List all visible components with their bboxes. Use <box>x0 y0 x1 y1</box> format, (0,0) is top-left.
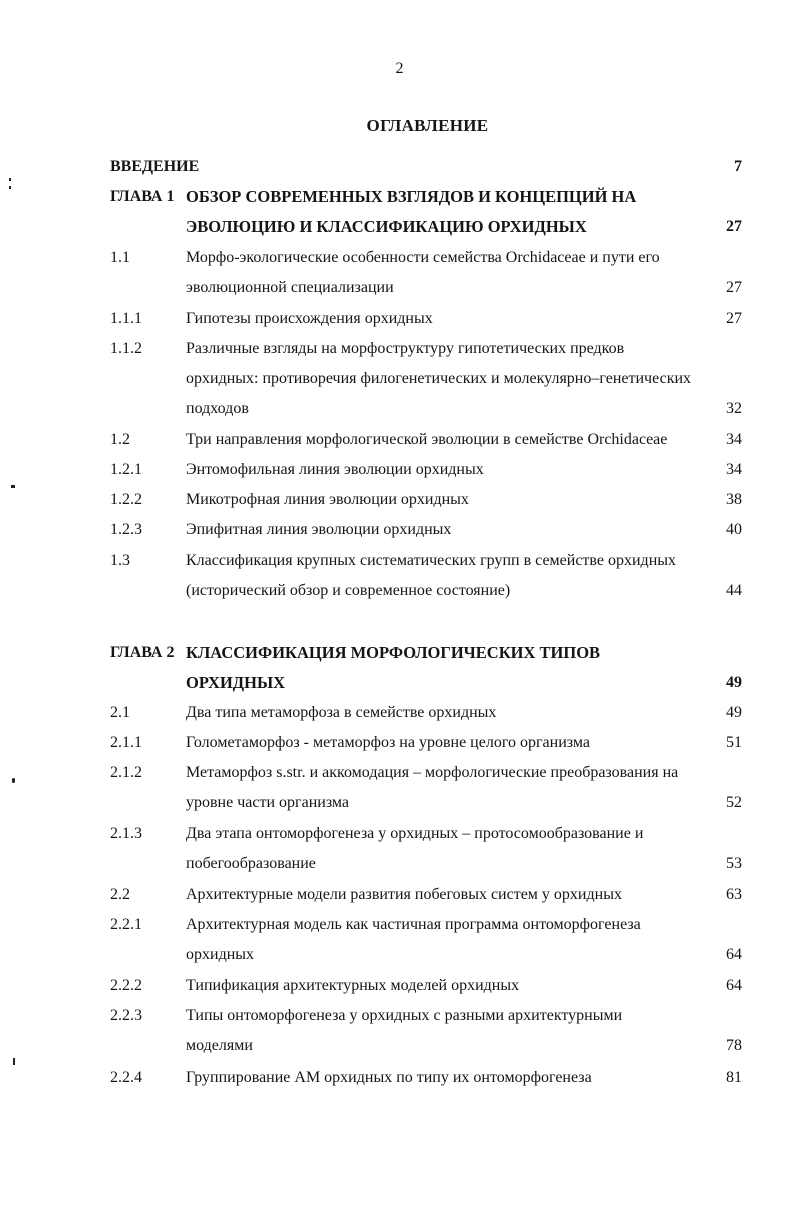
chapter-2-label: ГЛАВА 2 <box>110 644 175 661</box>
toc-entry <box>110 728 799 758</box>
entry-number: 1.1 <box>110 249 130 266</box>
entry-page: 49 <box>726 704 742 721</box>
entry-number: 1.1.1 <box>110 310 142 327</box>
scan-speck <box>13 1058 15 1065</box>
toc-entry <box>110 455 799 485</box>
entry-title: Энтомофильная линия эволюции орхидных <box>186 461 484 478</box>
entry-page: 27 <box>726 310 742 327</box>
entry-title: Эпифитная линия эволюции орхидных <box>186 521 452 538</box>
entry-page: 34 <box>726 461 742 478</box>
entry-title: Классификация крупных систематических групп в семействе орхидных (исторический обзор и современное состояние) <box>186 552 676 600</box>
entry-title: Микотрофная линия эволюции орхидных <box>186 491 469 508</box>
chapter-1-label: ГЛАВА 1 <box>110 188 175 205</box>
toc-entry <box>110 698 799 728</box>
entry-page: 51 <box>726 734 742 751</box>
entry-page: 53 <box>726 855 742 872</box>
page-number: 2 <box>395 60 404 77</box>
entry-number: 1.2.3 <box>110 521 142 538</box>
entry-number: 2.1.3 <box>110 825 142 842</box>
entry-page: 34 <box>726 431 742 448</box>
entry-page: 63 <box>726 886 742 903</box>
toc-entry <box>110 819 799 873</box>
entry-title: Гипотезы происхождения орхидных <box>186 310 433 327</box>
toc-entry <box>110 880 799 910</box>
scan-speck <box>9 186 11 189</box>
toc-entry <box>110 910 799 964</box>
intro-label: ВВЕДЕНИЕ <box>110 158 200 175</box>
toc-chapter-1 <box>110 182 799 237</box>
entry-number: 2.2 <box>110 886 130 903</box>
toc-entry <box>110 334 799 418</box>
toc-entry <box>110 1001 799 1055</box>
entry-page: 81 <box>726 1069 742 1086</box>
entry-page: 40 <box>726 521 742 538</box>
entry-title: Различные взгляды на морфоструктуру гипотетических предков орхидных: противоречия филогенетических и молекулярно–генетических подходов <box>186 340 692 418</box>
intro-page: 7 <box>734 158 742 175</box>
toc-entry <box>110 304 799 334</box>
toc-entry <box>110 515 799 545</box>
toc-entry <box>110 243 799 297</box>
toc-chapter-2 <box>110 638 799 693</box>
entry-title: Три направления морфологической эволюции в семействе Orchidaceae <box>186 431 668 448</box>
entry-page: 78 <box>726 1037 742 1054</box>
entry-title: Два типа метаморфоза в семействе орхидных <box>186 704 497 721</box>
toc-title: ОГЛАВЛЕНИЕ <box>366 116 489 135</box>
toc-entry <box>110 485 799 515</box>
toc-entry-introduction <box>110 152 742 182</box>
entry-number: 2.2.2 <box>110 977 142 994</box>
entry-page: 44 <box>726 582 742 599</box>
entry-title: Группирование АМ орхидных по типу их онтоморфогенеза <box>186 1069 592 1086</box>
toc-entry <box>110 758 799 812</box>
entry-number: 2.2.4 <box>110 1069 142 1086</box>
entry-title: Архитектурная модель как частичная программа онтоморфогенеза орхидных <box>186 916 641 964</box>
scan-speck <box>12 778 15 783</box>
entry-number: 1.1.2 <box>110 340 142 357</box>
entry-number: 2.2.3 <box>110 1007 142 1024</box>
chapter-1-page: 27 <box>726 218 742 235</box>
chapter-2-title: КЛАССИФИКАЦИЯ МОРФОЛОГИЧЕСКИХ ТИПОВ ОРХИДНЫХ <box>186 643 601 693</box>
entry-title: Типификация архитектурных моделей орхидных <box>186 977 520 994</box>
scan-speck <box>9 178 11 181</box>
entry-page: 52 <box>726 794 742 811</box>
entry-number: 2.1.1 <box>110 734 142 751</box>
entry-number: 1.2.1 <box>110 461 142 478</box>
entry-number: 2.2.1 <box>110 916 142 933</box>
entry-page: 64 <box>726 977 742 994</box>
entry-title: Метаморфоз s.str. и аккомодация – морфологические преобразования на уровне части организма <box>186 764 679 812</box>
entry-number: 1.2.2 <box>110 491 142 508</box>
entry-title: Типы онтоморфогенеза у орхидных с разными архитектурными моделями <box>186 1007 623 1055</box>
entry-title: Морфо-экологические особенности семейства Orchidaceae и пути его эволюционной специализации <box>186 249 660 297</box>
entry-title: Архитектурные модели развития побеговых систем у орхидных <box>186 886 622 903</box>
entry-number: 2.1 <box>110 704 130 721</box>
entry-number: 2.1.2 <box>110 764 142 781</box>
entry-page: 38 <box>726 491 742 508</box>
entry-title: Два этапа онтоморфогенеза у орхидных – протосомообразование и побегообразование <box>186 825 644 873</box>
toc-entry <box>110 1063 799 1093</box>
entry-page: 27 <box>726 279 742 296</box>
chapter-1-title: ОБЗОР СОВРЕМЕННЫХ ВЗГЛЯДОВ И КОНЦЕПЦИЙ НА ЭВОЛЮЦИЮ И КЛАССИФИКАЦИЮ ОРХИДНЫХ <box>186 187 637 237</box>
scan-speck <box>11 485 15 488</box>
toc-entry <box>110 971 799 1001</box>
toc-entry <box>110 425 799 455</box>
entry-number: 1.3 <box>110 552 130 569</box>
entry-number: 1.2 <box>110 431 130 448</box>
entry-title: Голометаморфоз - метаморфоз на уровне целого организма <box>186 734 590 751</box>
entry-page: 64 <box>726 946 742 963</box>
toc-entry <box>110 546 799 600</box>
chapter-2-page: 49 <box>726 674 742 691</box>
entry-page: 32 <box>726 400 742 417</box>
